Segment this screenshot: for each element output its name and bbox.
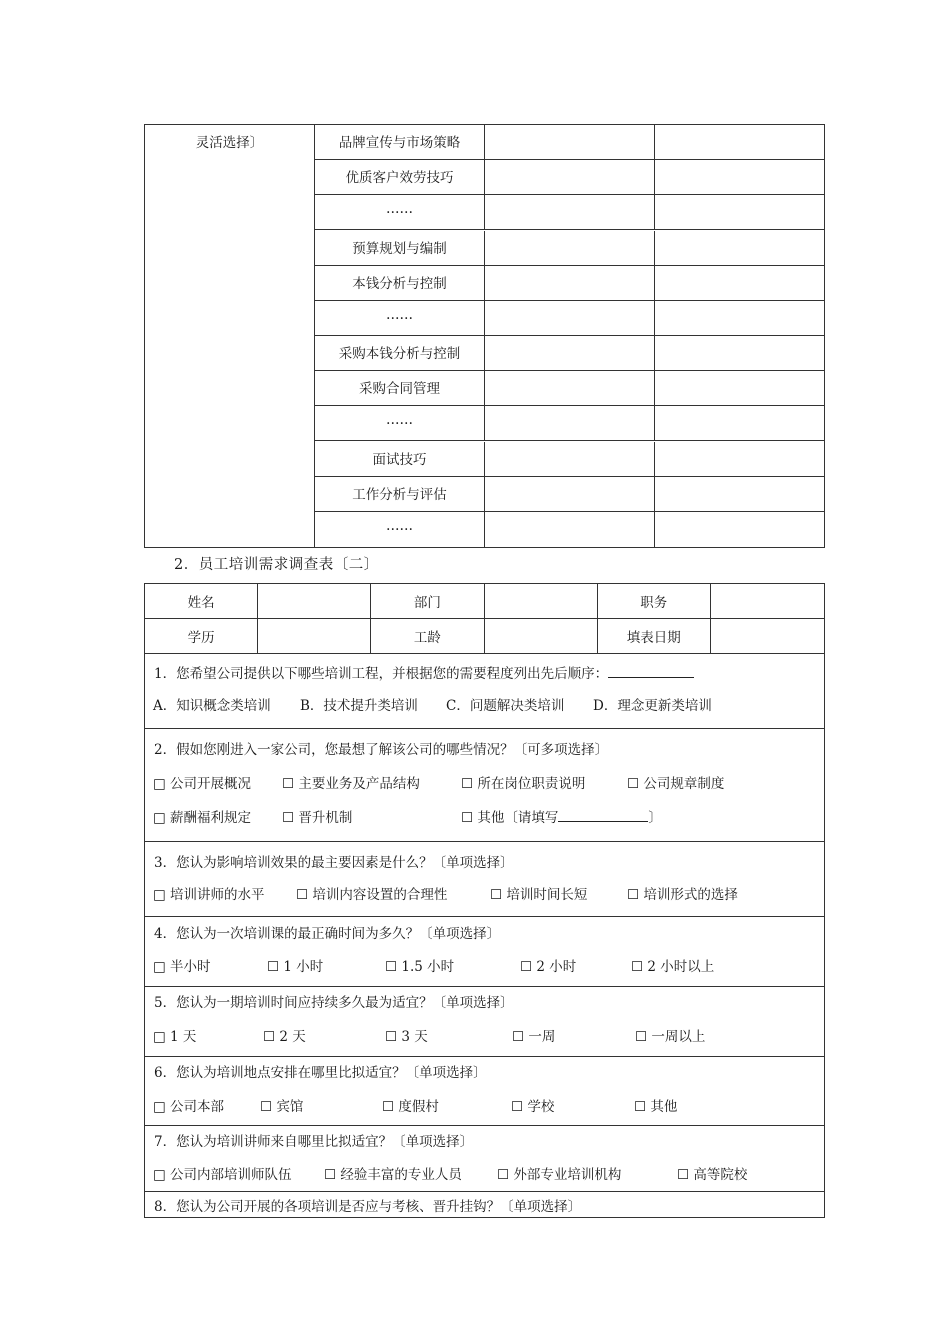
- blank-cell[interactable]: [655, 125, 825, 159]
- training-item-row: [315, 371, 825, 406]
- blank-cell[interactable]: [655, 371, 825, 405]
- blank-cell[interactable]: [655, 231, 825, 265]
- training-item-row: [315, 266, 825, 301]
- radio-option[interactable]: ☐ 1 小时: [267, 959, 324, 975]
- blank-cell[interactable]: [655, 195, 825, 229]
- training-item-row: [315, 195, 825, 230]
- training-item-name: ……: [315, 195, 485, 229]
- blank-cell[interactable]: [485, 336, 655, 370]
- blank-cell[interactable]: [655, 477, 825, 511]
- radio-option[interactable]: ☐ 学校: [511, 1099, 555, 1115]
- ranking-blank[interactable]: [608, 663, 694, 678]
- checkbox-option[interactable]: ☐ 主要业务及产品结构: [282, 776, 420, 792]
- training-item-row: [315, 512, 825, 547]
- training-item-row: [315, 160, 825, 195]
- radio-option[interactable]: ☐ 其他: [634, 1099, 678, 1115]
- radio-option[interactable]: ☐ 外部专业培训机构: [497, 1167, 622, 1183]
- radio-option[interactable]: ☐ 高等院校: [677, 1167, 748, 1183]
- training-item-row: [315, 477, 825, 512]
- bracket-close: 〕: [648, 810, 662, 826]
- training-item-name: 采购合同管理: [315, 371, 485, 405]
- question-4: [145, 917, 824, 987]
- training-item-name: 本钱分析与控制: [315, 266, 485, 300]
- training-item-name: ……: [315, 406, 485, 440]
- blank-cell[interactable]: [655, 160, 825, 194]
- training-item-name: 采购本钱分析与控制: [315, 336, 485, 370]
- training-item-row: [315, 406, 825, 441]
- question-8-text: 8．您认为公司开展的各项培训是否应与考核、晋升挂钩？〔单项选择〕: [154, 1199, 582, 1215]
- question-4-text: 4．您认为一次培训课的最正确时间为多久？〔单项选择〕: [154, 926, 501, 942]
- blank-cell[interactable]: [655, 266, 825, 300]
- training-item-name: ……: [315, 301, 485, 335]
- radio-option[interactable]: ☐ 2 小时: [520, 959, 577, 975]
- radio-option[interactable]: ☐ 经验丰富的专业人员: [324, 1167, 462, 1183]
- survey-table: [144, 583, 825, 1218]
- blank-cell[interactable]: [485, 301, 655, 335]
- radio-option[interactable]: □ 公司内部培训师队伍: [153, 1167, 292, 1183]
- question-3: [145, 842, 824, 917]
- dept-field[interactable]: [485, 584, 598, 618]
- blank-cell[interactable]: [655, 442, 825, 476]
- radio-option[interactable]: ☐ 2 小时以上: [631, 959, 715, 975]
- radio-option[interactable]: ☐ 宾馆: [260, 1099, 304, 1115]
- position-label: 职务: [598, 584, 711, 618]
- radio-option[interactable]: ☐ 2 天: [263, 1029, 306, 1045]
- radio-option[interactable]: ☐ 培训内容设置的合理性: [296, 887, 448, 903]
- blank-cell[interactable]: [485, 160, 655, 194]
- education-label: 学历: [145, 619, 258, 653]
- blank-cell[interactable]: [485, 406, 655, 440]
- radio-option[interactable]: ☐ 一周以上: [635, 1029, 706, 1045]
- training-item-row: [315, 301, 825, 336]
- question-6: [145, 1057, 824, 1126]
- training-item-row: [315, 231, 825, 266]
- training-item-name: 预算规划与编制: [315, 231, 485, 265]
- training-item-row: [315, 336, 825, 371]
- training-topics-table: [144, 124, 825, 548]
- fill-date-field[interactable]: [711, 619, 824, 653]
- seniority-field[interactable]: [485, 619, 598, 653]
- name-field[interactable]: [258, 584, 371, 618]
- training-item-name: ……: [315, 512, 485, 547]
- other-fill-blank[interactable]: [558, 807, 648, 822]
- position-field[interactable]: [711, 584, 824, 618]
- checkbox-option[interactable]: ☐ 公司规章制度: [627, 776, 725, 792]
- blank-cell[interactable]: [655, 406, 825, 440]
- question-3-text: 3．您认为影响培训效果的最主要因素是什么？〔单项选择〕: [154, 855, 514, 871]
- radio-option[interactable]: ☐ 3 天: [385, 1029, 428, 1045]
- fill-date-label: 填表日期: [598, 619, 711, 653]
- radio-option[interactable]: □ 培训讲师的水平: [153, 887, 265, 903]
- training-item-name: 工作分析与评估: [315, 477, 485, 511]
- checkbox-option-other[interactable]: ☐ 其他〔请填写: [461, 810, 559, 826]
- blank-cell[interactable]: [655, 512, 825, 547]
- question-2: [145, 729, 824, 842]
- radio-option[interactable]: □ 公司本部: [153, 1099, 225, 1115]
- question-7-text: 7．您认为培训讲师来自哪里比拟适宜？〔单项选择〕: [154, 1134, 474, 1150]
- blank-cell[interactable]: [485, 231, 655, 265]
- info-row-1: [145, 584, 824, 619]
- category-cell: [145, 125, 315, 547]
- training-item-row: [315, 125, 825, 160]
- category-text: 灵活选择〕: [195, 135, 264, 151]
- name-label: 姓名: [145, 584, 258, 618]
- blank-cell[interactable]: [655, 336, 825, 370]
- option-c[interactable]: C．问题解决类培训: [446, 698, 565, 714]
- question-2-text: 2．假如您刚进入一家公司，您最想了解该公司的哪些情况？〔可多项选择〕: [154, 742, 609, 758]
- checkbox-option[interactable]: □ 薪酬福利规定: [153, 810, 252, 826]
- training-item-name: 品牌宣传与市场策略: [315, 125, 485, 159]
- question-5-text: 5．您认为一期培训时间应持续多久最为适宜？〔单项选择〕: [154, 995, 514, 1011]
- blank-cell[interactable]: [655, 301, 825, 335]
- info-row-2: [145, 619, 824, 654]
- checkbox-option[interactable]: ☐ 晋升机制: [282, 810, 353, 826]
- checkbox-option[interactable]: ☐ 所在岗位职责说明: [461, 776, 586, 792]
- blank-cell[interactable]: [485, 477, 655, 511]
- option-b[interactable]: B．技术提升类培训: [300, 698, 418, 714]
- dept-label: 部门: [371, 584, 484, 618]
- seniority-label: 工龄: [371, 619, 484, 653]
- radio-option[interactable]: ☐ 一周: [512, 1029, 556, 1045]
- blank-cell[interactable]: [485, 125, 655, 159]
- blank-cell[interactable]: [485, 266, 655, 300]
- radio-option[interactable]: ☐ 培训时间长短: [490, 887, 588, 903]
- option-a[interactable]: A．知识概念类培训: [153, 698, 271, 714]
- question-7: [145, 1126, 824, 1192]
- question-8: [145, 1192, 824, 1217]
- radio-option[interactable]: □ 1 天: [153, 1029, 197, 1045]
- radio-option[interactable]: □ 半小时: [153, 959, 211, 975]
- section-title: 2．员工培训需求调查表〔二〕: [174, 557, 379, 573]
- blank-cell[interactable]: [485, 371, 655, 405]
- training-item-name: 优质客户效劳技巧: [315, 160, 485, 194]
- education-field[interactable]: [258, 619, 371, 653]
- checkbox-option[interactable]: □ 公司开展概况: [153, 776, 252, 792]
- question-6-text: 6．您认为培训地点安排在哪里比拟适宜？〔单项选择〕: [154, 1065, 487, 1081]
- training-item-row: [315, 442, 825, 477]
- blank-cell[interactable]: [485, 442, 655, 476]
- radio-option[interactable]: ☐ 培训形式的选择: [627, 887, 738, 903]
- blank-cell[interactable]: [485, 195, 655, 229]
- radio-option[interactable]: ☐ 度假村: [382, 1099, 439, 1115]
- question-5: [145, 987, 824, 1057]
- option-d[interactable]: D．理念更新类培训: [593, 698, 712, 714]
- radio-option[interactable]: ☐ 1.5 小时: [385, 959, 455, 975]
- question-1-text: 1．您希望公司提供以下哪些培训工程，并根据您的需要程度列出先后顺序：: [154, 666, 609, 682]
- training-item-name: 面试技巧: [315, 442, 485, 476]
- blank-cell[interactable]: [485, 512, 655, 547]
- question-1: [145, 654, 824, 729]
